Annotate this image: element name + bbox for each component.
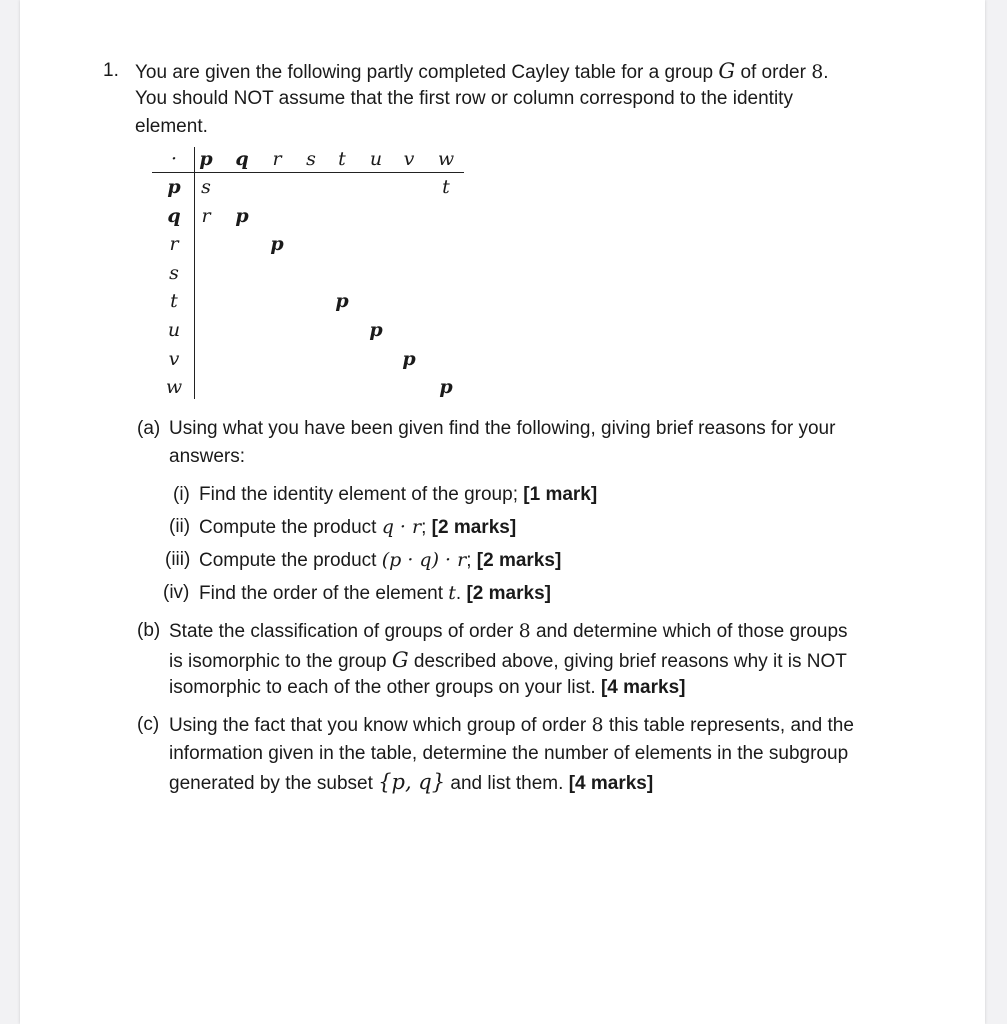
question-number: 1.: [103, 60, 119, 81]
column-header-w: w: [437, 148, 455, 170]
group-symbol: G: [718, 59, 736, 83]
table-cell-u-u: p: [369, 319, 383, 341]
intro-text-mid: of order: [740, 62, 806, 83]
part-c-text-3: generated by the subset: [169, 773, 373, 794]
part-c-line-1: [169, 711, 854, 740]
item-iii-math: (p · q) · r: [381, 549, 467, 571]
item-i-label: (i): [173, 484, 190, 505]
part-a-label: (a): [137, 418, 161, 439]
part-c-text: Using the fact that you know which group of order: [169, 715, 587, 736]
part-c-text-3-after: and list them.: [450, 773, 564, 794]
part-b-text-2-after: described above, giving brief reasons why it is NOT: [413, 651, 847, 672]
item-ii-marks: [2 marks]: [431, 517, 517, 538]
table-cell-q-p: r: [201, 204, 211, 227]
item-iii-label: (iii): [165, 549, 191, 570]
item-ii-punct: ;: [421, 517, 427, 538]
part-a-line-1: Using what you have been given find the following, giving brief reasons for your: [169, 418, 836, 439]
part-c-marks: [4 marks]: [568, 773, 654, 794]
item-i-body: Find the identity element of the group;: [199, 484, 518, 505]
item-iii-text: [199, 546, 561, 575]
part-a-line-2: answers:: [169, 446, 246, 467]
item-iv-text: [199, 579, 551, 608]
table-cell-q-q: p: [235, 204, 249, 227]
part-c-subset: {p, q}: [378, 770, 446, 794]
item-ii-math: q · r: [381, 516, 422, 538]
table-cell-v-v: p: [402, 347, 416, 370]
document-page: [20, 0, 985, 1024]
part-c-label: (c): [137, 714, 160, 735]
item-iii-marks: [2 marks]: [476, 550, 562, 571]
intro-line-1: [135, 57, 829, 87]
part-b-line-3: [169, 674, 685, 702]
item-iv-body: Find the order of the element: [199, 583, 443, 604]
part-b-text: State the classification of groups of order: [169, 621, 514, 642]
item-ii-body: Compute the product: [199, 517, 377, 538]
intro-text: You are given the following partly completed Cayley table for a group: [135, 62, 714, 83]
part-c-line-2: information given in the table, determine the number of elements in the subgroup: [169, 743, 849, 764]
table-operator: ·: [170, 148, 178, 170]
item-iv-math: t: [448, 582, 456, 604]
cayley-table: [152, 143, 472, 405]
part-b-order: 8: [518, 620, 531, 642]
column-header-s: s: [306, 148, 316, 170]
part-b-text-3: isomorphic to each of the other groups on your list.: [169, 677, 596, 698]
row-header-t: t: [170, 290, 178, 313]
item-iv-punct: .: [455, 583, 462, 604]
row-header-s: s: [169, 261, 179, 284]
item-i-marks: [1 mark]: [523, 484, 598, 505]
table-cell-p-w: t: [442, 176, 450, 198]
part-b-line-2: [169, 646, 847, 676]
item-iv-marks: [2 marks]: [466, 583, 551, 604]
table-cell-w-w: p: [439, 376, 453, 399]
row-header-w: w: [165, 376, 183, 399]
item-i-text: [199, 481, 597, 509]
part-c-order: 8: [591, 714, 604, 736]
intro-line-3: element.: [135, 116, 208, 137]
row-header-r: r: [169, 233, 179, 256]
intro-line-2: You should NOT assume that the first row or column correspond to the identity: [135, 88, 793, 109]
row-header-u: u: [167, 319, 181, 341]
part-b-group-symbol: G: [391, 648, 409, 672]
row-header-v: v: [168, 347, 180, 370]
item-iv-label: (iv): [163, 582, 190, 603]
table-cell-t-t: p: [335, 290, 349, 313]
row-header-q: q: [167, 204, 181, 227]
column-header-v: v: [403, 148, 415, 170]
item-ii-label: (ii): [169, 516, 191, 537]
column-header-r: r: [272, 148, 282, 170]
column-header-p: p: [199, 148, 213, 170]
column-header-t: t: [338, 148, 346, 170]
table-cell-r-r: p: [270, 233, 284, 256]
item-iii-body: Compute the product: [199, 550, 377, 571]
part-c-line-3: [169, 768, 653, 798]
part-b-text-after: and determine which of those groups: [535, 621, 848, 642]
order-value: 8: [811, 61, 824, 83]
item-ii-text: [199, 513, 516, 542]
column-header-u: u: [369, 148, 383, 170]
row-header-p: p: [167, 176, 181, 198]
part-b-marks: [4 marks]: [600, 677, 686, 698]
intro-end: .: [823, 62, 829, 83]
part-b-label: (b): [137, 620, 161, 641]
item-iii-punct: ;: [466, 550, 472, 571]
part-c-text-after: this table represents, and the: [608, 715, 854, 736]
column-header-q: q: [235, 148, 249, 170]
table-cell-p-p: s: [201, 176, 211, 198]
part-b-text-2: is isomorphic to the group: [169, 651, 387, 672]
part-b-line-1: [169, 617, 848, 646]
